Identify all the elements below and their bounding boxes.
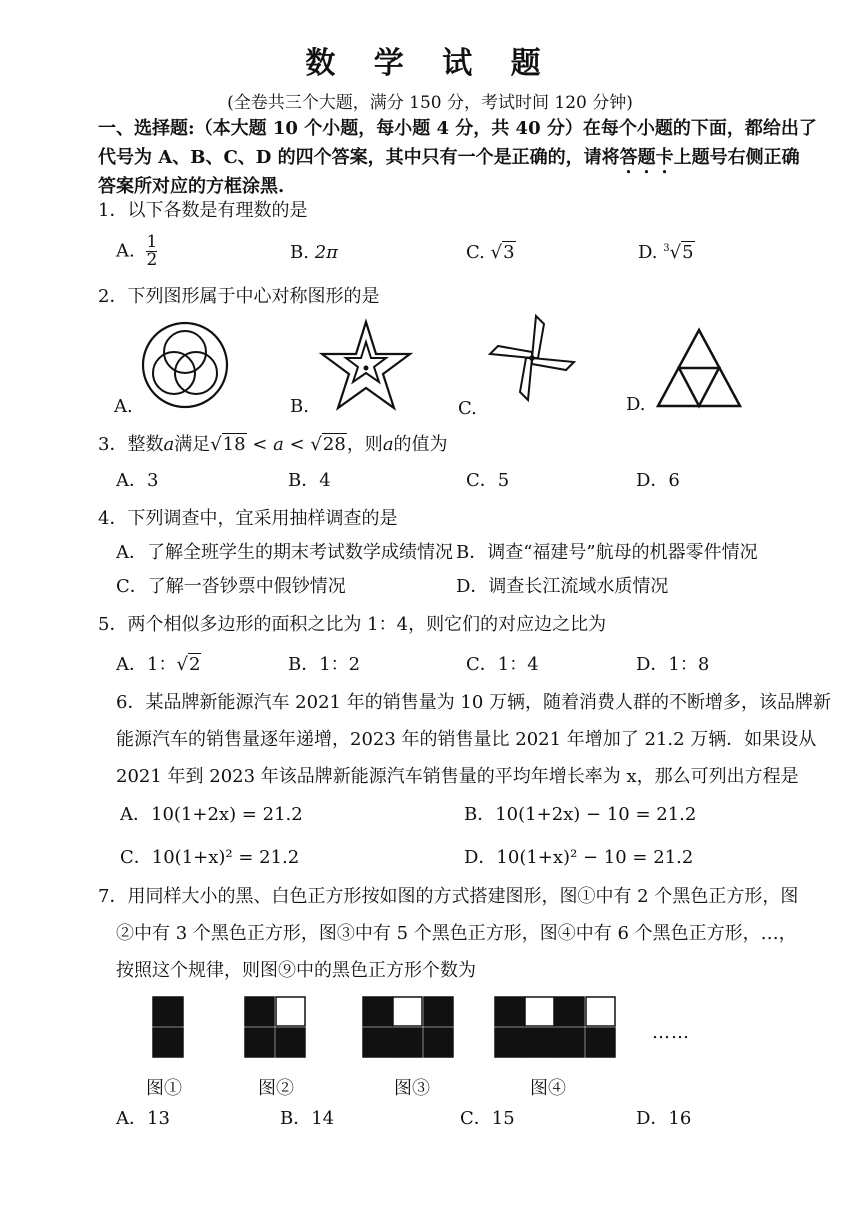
question-5-stem: 5．两个相似多边形的面积之比为 1：4，则它们的对应边之比为 [98, 614, 607, 635]
q6-option-c: C．10(1+x)² = 21.2 [120, 847, 300, 868]
q5-option-a: A．1：√2 [116, 654, 201, 675]
q4-option-d: D．调查长江流域水质情况 [456, 576, 669, 597]
section-heading-line2: 代号为 A、B、C、D 的四个答案，其中只有一个是正确的，请将答题卡上题号右侧正确 [98, 147, 800, 168]
q7-option-a: A．13 [116, 1108, 170, 1129]
q5-option-c: C．1：4 [466, 654, 539, 675]
q7-figure-2 [244, 996, 306, 1058]
question-6-line1: 6．某品牌新能源汽车 2021 年的销售量为 10 万辆，随着消费人群的不断增多，该品牌新 [116, 692, 832, 713]
page-title: 数 学 试 题 [305, 46, 555, 81]
q7-figure-4 [494, 996, 616, 1058]
q7-ellipsis: …… [652, 1022, 690, 1043]
q5-option-b: B．1：2 [288, 654, 361, 675]
q4-option-c: C．了解一沓钞票中假钞情况 [116, 576, 346, 597]
q3-option-d: D．6 [636, 470, 680, 491]
q2-figure-a [140, 318, 230, 412]
question-2-stem: 2．下列图形属于中心对称图形的是 [98, 286, 380, 307]
q6-option-d: D．10(1+x)² − 10 = 21.2 [464, 847, 694, 868]
q7-option-b: B．14 [280, 1108, 335, 1129]
q3-option-c: C．5 [466, 470, 510, 491]
q7-caption-4: 图④ [530, 1078, 566, 1099]
q1-option-c: C. √3 [466, 242, 515, 263]
q1-option-a: A. $\frac{1}{2}$ [116, 232, 158, 270]
q7-caption-3: 图③ [394, 1078, 430, 1099]
q7-figure-3 [362, 996, 454, 1058]
q4-option-a: A．了解全班学生的期末考试数学成绩情况 [116, 542, 453, 563]
q7-figure-1 [152, 996, 184, 1058]
q2-option-c: C. [458, 398, 477, 419]
exam-info: (全卷共三个大题，满分 150 分，考试时间 120 分钟) [227, 93, 633, 113]
q1-option-d: D. $^3$√5 [638, 242, 694, 263]
q6-option-b: B．10(1+2x) − 10 = 21.2 [464, 804, 697, 825]
question-7-line1: 7．用同样大小的黑、白色正方形按如图的方式搭建图形，图①中有 2 个黑色正方形，图 [98, 886, 799, 907]
q7-caption-2: 图② [258, 1078, 294, 1099]
q7-option-d: D．16 [636, 1108, 692, 1129]
q5-option-d: D．1：8 [636, 654, 710, 675]
q4-option-b: B．调查“福建号”航母的机器零件情况 [456, 542, 758, 563]
q2-figure-b [318, 318, 414, 414]
section-heading-line3: 答案所对应的方框涂黑. [98, 176, 285, 197]
q7-caption-1: 图① [146, 1078, 182, 1099]
q2-option-a: A. [114, 396, 133, 417]
question-1-stem: 1．以下各数是有理数的是 [98, 200, 308, 221]
q3-option-b: B．4 [288, 470, 331, 491]
question-3-stem: 3．整数a满足√18 < a < √28，则a的值为 [98, 434, 448, 455]
q7-option-c: C．15 [460, 1108, 515, 1129]
q3-option-a: A．3 [116, 470, 159, 491]
question-4-stem: 4．下列调查中，宜采用抽样调查的是 [98, 508, 398, 529]
q1-option-b: B. 2π [290, 242, 338, 263]
question-7-line3: 按照这个规律，则图⑨中的黑色正方形个数为 [116, 960, 476, 981]
q2-option-d: D. [626, 394, 646, 415]
q2-figure-d [654, 326, 744, 410]
section-heading-line1: 一、选择题:（本大题 10 个小题，每小题 4 分，共 40 分）在每个小题的下面，都给出了 [98, 118, 817, 139]
question-6-line2: 能源汽车的销售量逐年递增，2023 年的销售量比 2021 年增加了 21.2 万辆．如果设从 [116, 729, 817, 750]
q2-option-b: B. [290, 396, 309, 417]
q2-figure-c [486, 312, 578, 406]
question-7-line2: ②中有 3 个黑色正方形，图③中有 5 个黑色正方形，图④中有 6 个黑色正方形，…， [116, 923, 797, 944]
question-6-line3: 2021 年到 2023 年该品牌新能源汽车销售量的平均年增长率为 x，那么可列出方程是 [116, 766, 799, 787]
q6-option-a: A．10(1+2x) = 21.2 [120, 804, 303, 825]
